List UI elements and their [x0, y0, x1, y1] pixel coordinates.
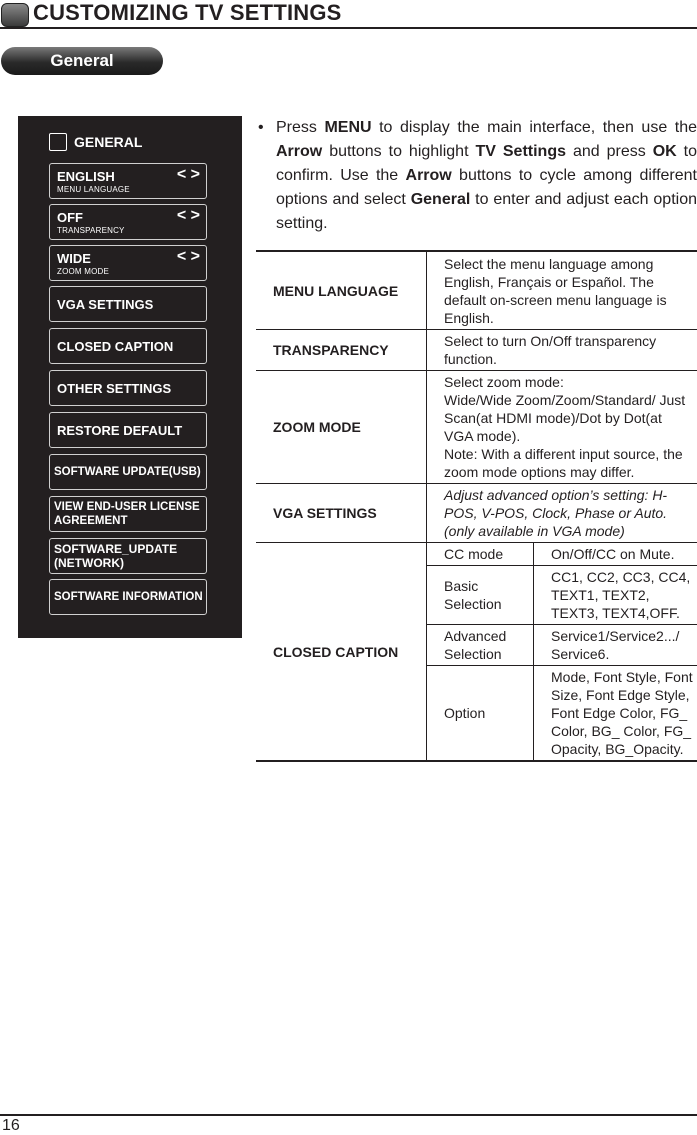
- menu-item-label: [54, 497, 200, 531]
- menu-item-vga-settings[interactable]: [49, 286, 207, 322]
- option-description: Select to turn On/Off transparency function.: [427, 330, 697, 371]
- section-label: General: [1, 47, 163, 75]
- instruction-text: Press MENU to display the main interface, then use the Arrow buttons to highlight TV Settings and press OK to confirm. Use the Arrow buttons to cycle among different options and select General to enter and adjust each option setting.: [276, 119, 697, 232]
- menu-item-zoom-mode[interactable]: [49, 245, 207, 281]
- menu-item-sublabel: MENU LANGUAGE: [57, 185, 130, 194]
- menu-item-software-information[interactable]: [49, 579, 207, 615]
- menu-item-software-update-usb[interactable]: [49, 454, 207, 490]
- header-divider: [0, 27, 697, 29]
- menu-item-label: SOFTWARE INFORMATION: [54, 591, 203, 603]
- option-description: Adjust advanced option’s setting: H-POS, V-POS, Clock, Phase or Auto. (only available in VGA mode): [427, 484, 697, 543]
- menu-item-closed-caption[interactable]: [49, 328, 207, 364]
- menu-item-label: SOFTWARE UPDATE(USB): [54, 466, 201, 478]
- page-number: 16: [2, 1117, 20, 1134]
- menu-item-software-update-network[interactable]: [49, 538, 207, 574]
- general-options-table: [256, 250, 697, 762]
- option-label: CLOSED CAPTION: [256, 543, 427, 762]
- menu-item-menu-language[interactable]: [49, 163, 207, 199]
- menu-item-restore-default[interactable]: [49, 412, 207, 448]
- menu-item-value: WIDE: [57, 251, 91, 266]
- option-description: Select the menu language among English, Français or Español. The default on-screen menu language is English.: [427, 251, 697, 330]
- page-title: CUSTOMIZING TV SETTINGS: [33, 0, 342, 25]
- left-right-arrows-icon: < >: [176, 207, 200, 224]
- menu-item-other-settings[interactable]: [49, 370, 207, 406]
- left-right-arrows-icon: < >: [176, 166, 200, 183]
- menu-item-value: ENGLISH: [57, 169, 115, 184]
- menu-item-label-line1: SOFTWARE_UPDATE: [54, 542, 178, 556]
- menu-item-label-line2: (NETWORK): [54, 556, 124, 570]
- menu-item-label: OTHER SETTINGS: [57, 380, 172, 396]
- cc-sub-option: Option: [427, 666, 534, 762]
- menu-item-sublabel: ZOOM MODE: [57, 267, 110, 276]
- table-row: [256, 484, 697, 543]
- option-description: Select zoom mode: Wide/Wide Zoom/Zoom/Standard/ Just Scan(at HDMI mode)/Dot by Dot(at VGA mode). Note: With a different input source, the zoom mode options may differ.: [427, 371, 697, 484]
- option-label: ZOOM MODE: [256, 371, 427, 484]
- menu-item-label: RESTORE DEFAULT: [57, 422, 183, 438]
- table-row: [256, 371, 697, 484]
- menu-item-value: OFF: [57, 210, 83, 225]
- cc-sub-value: Mode, Font Style, Font Size, Font Edge Style, Font Edge Color, FG_ Color, BG_ Color, FG_ Opacity, BG_Opacity.: [534, 666, 697, 762]
- menu-item-eula[interactable]: [49, 496, 207, 532]
- table-row: [256, 543, 697, 566]
- footer-divider: [0, 1114, 697, 1116]
- menu-item-label: [54, 539, 177, 573]
- cc-sub-option: Advanced Selection: [427, 625, 534, 666]
- cc-sub-value: On/Off/CC on Mute.: [534, 543, 697, 566]
- header-tv-icon: [1, 3, 29, 27]
- menu-item-label-line2: AGREEMENT: [54, 515, 128, 527]
- cc-sub-value: Service1/Service2.../ Service6.: [534, 625, 697, 666]
- table-row: [256, 251, 697, 330]
- instruction-paragraph: [258, 116, 697, 236]
- menu-heading: [49, 133, 142, 151]
- checkbox-icon: [49, 133, 67, 151]
- general-menu-panel: [18, 116, 242, 638]
- menu-item-label: CLOSED CAPTION: [57, 338, 174, 354]
- cc-sub-value: CC1, CC2, CC3, CC4, TEXT1, TEXT2, TEXT3, TEXT4,OFF.: [534, 566, 697, 625]
- table-row: [256, 330, 697, 371]
- menu-heading-label: GENERAL: [74, 134, 143, 150]
- bullet: •: [258, 119, 264, 136]
- left-right-arrows-icon: < >: [176, 248, 200, 265]
- option-label: VGA SETTINGS: [256, 484, 427, 543]
- cc-sub-option: CC mode: [427, 543, 534, 566]
- menu-item-label-line1: VIEW END-USER LICENSE: [54, 501, 200, 513]
- option-label: TRANSPARENCY: [256, 330, 427, 371]
- option-label: MENU LANGUAGE: [256, 251, 427, 330]
- menu-item-label: VGA SETTINGS: [57, 296, 154, 312]
- menu-item-sublabel: TRANSPARENCY: [57, 226, 125, 235]
- menu-item-transparency[interactable]: [49, 204, 207, 240]
- cc-sub-option: Basic Selection: [427, 566, 534, 625]
